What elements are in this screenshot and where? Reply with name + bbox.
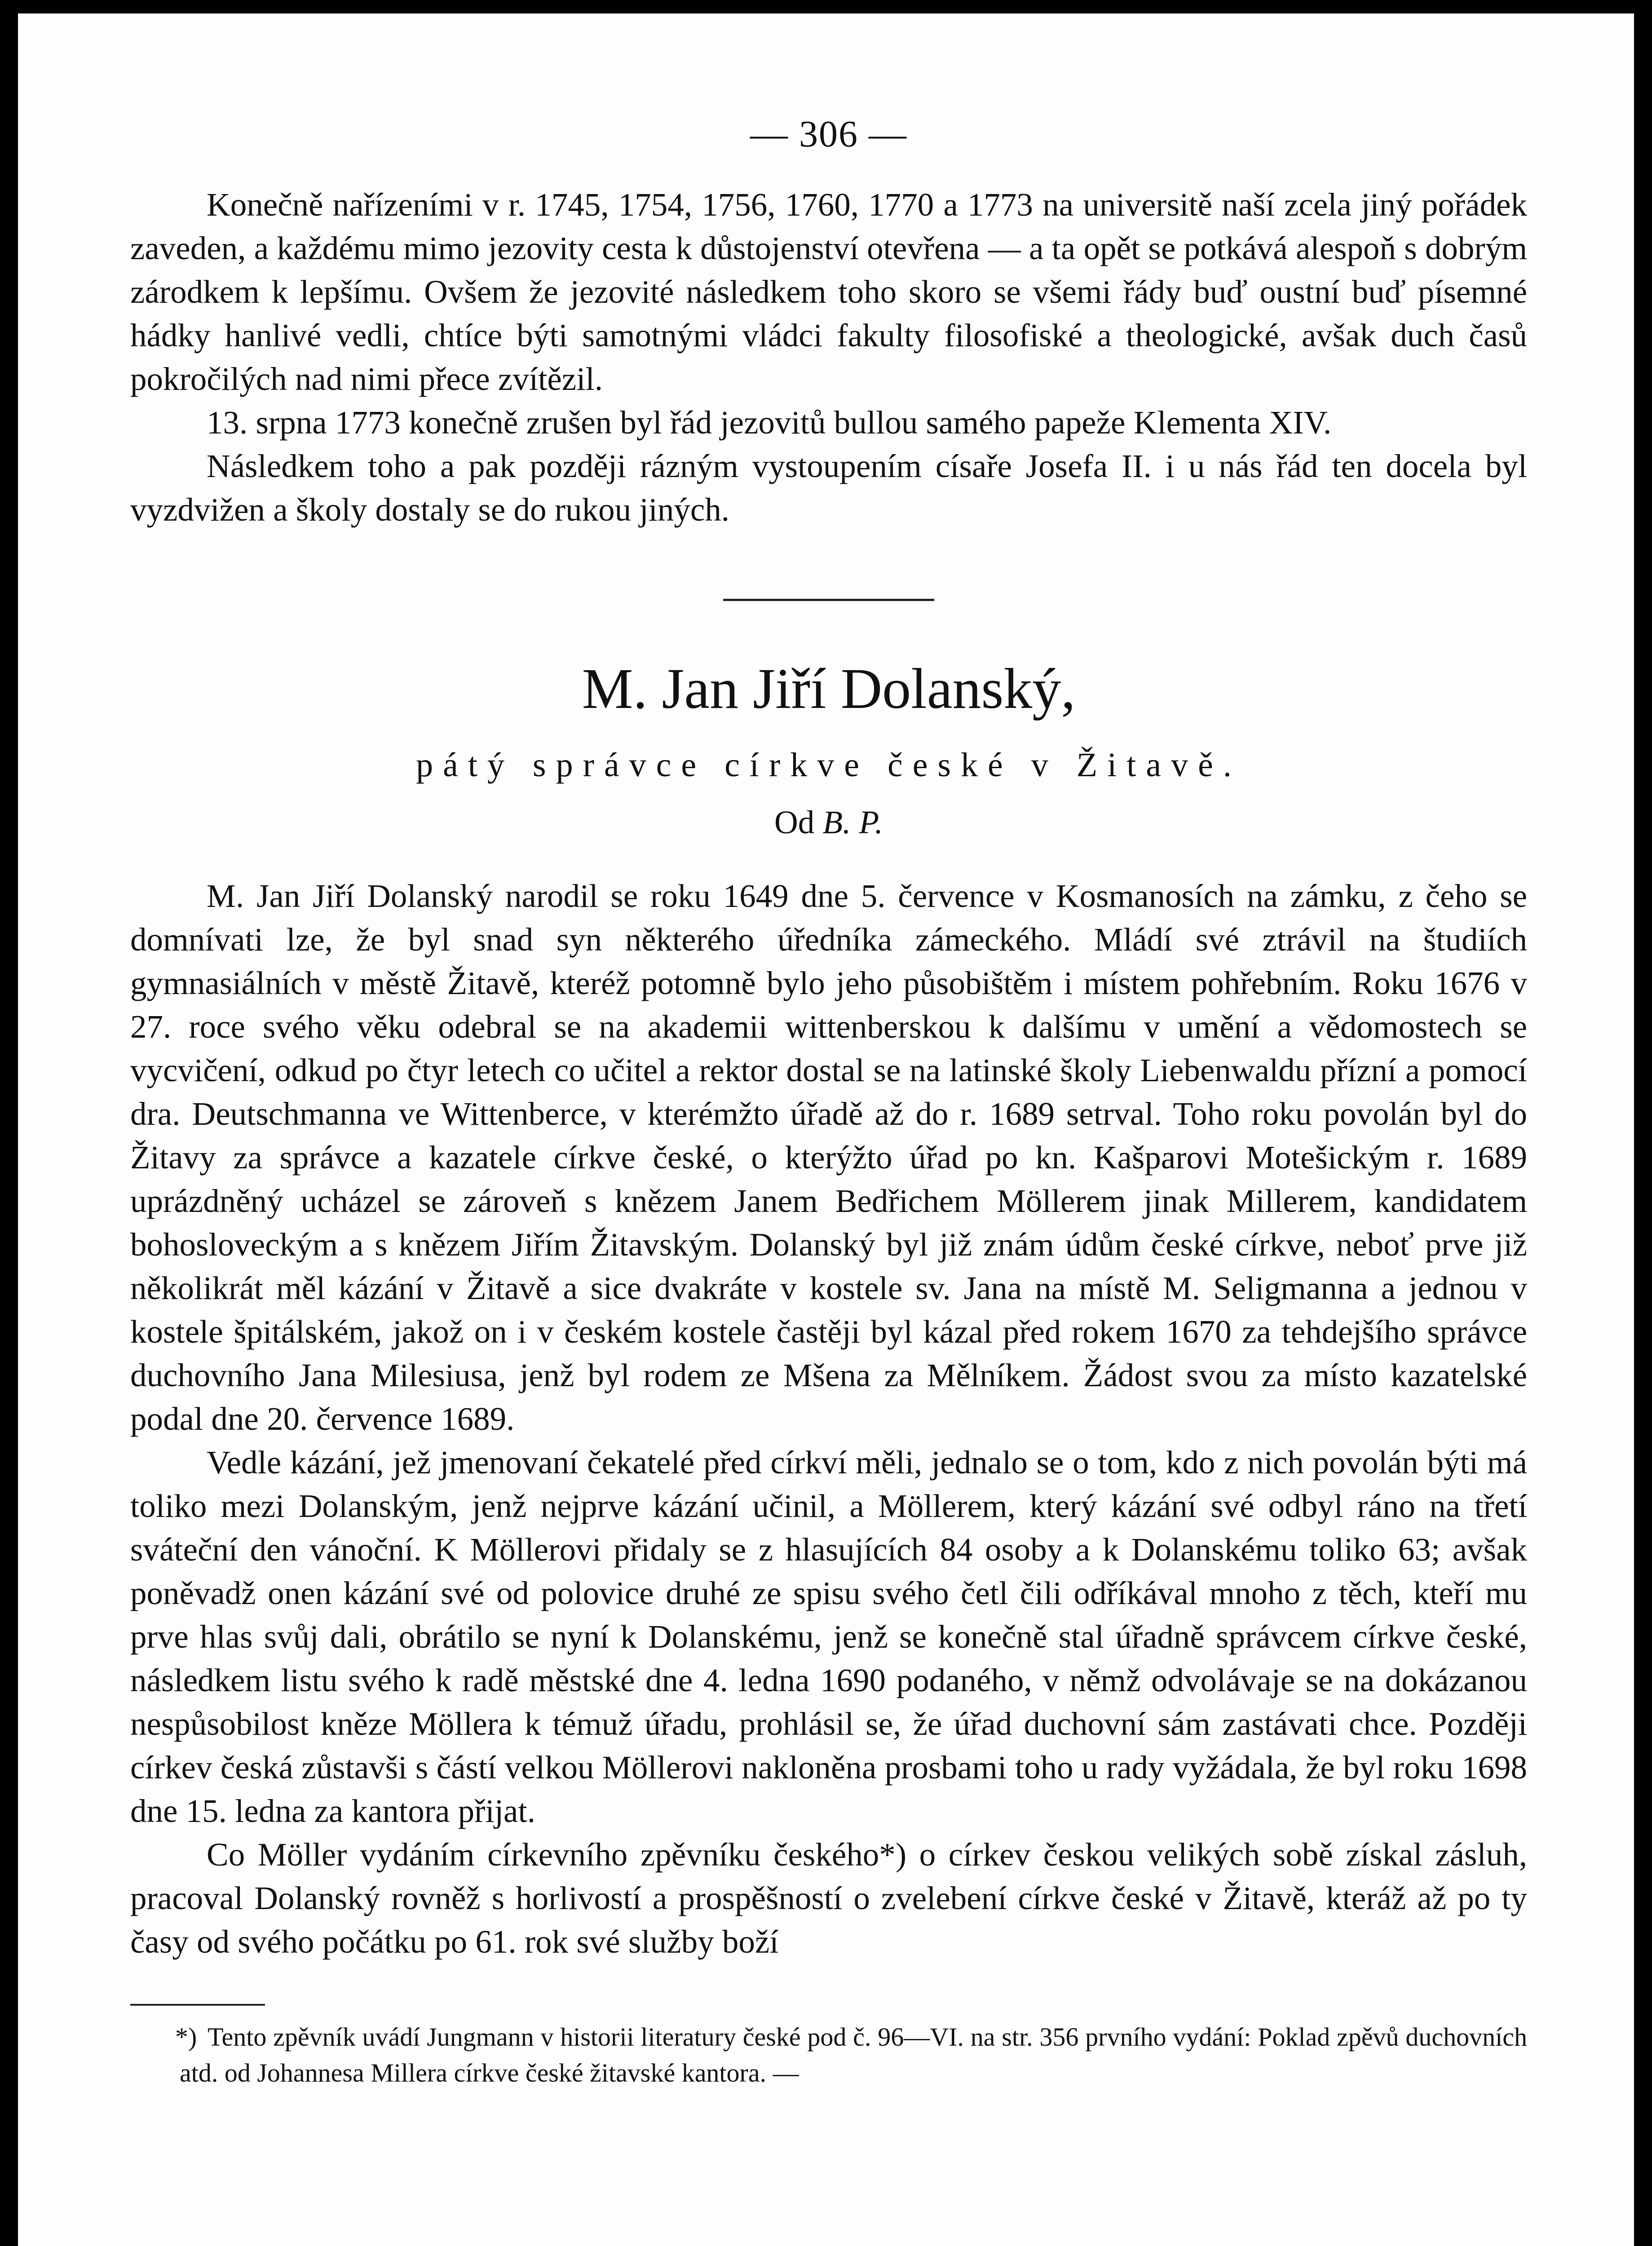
paragraph-jesuit-abolition: 13. srpna 1773 konečně zrušen byl řád jezovitů bullou samého papeže Klementa XIV. <box>207 404 1332 441</box>
footnote-mark: *) <box>175 2022 197 2051</box>
byline-author: B. P. <box>822 804 883 840</box>
page-content <box>130 112 1527 2091</box>
byline-prefix: Od <box>774 804 815 840</box>
footnote-text: Tento zpěvník uvádí Jungmann v historii literatury české pod č. 96—VI. na str. 356 prvního vydání: Poklad zpěvů duchovních atd. od Johannesa Millera církve české žitavské kantora. — <box>180 2022 1527 2087</box>
paragraph-hymnal: Co Möller vydáním církevního zpěvníku českého*) o církev českou velikých sobě získal zásluh, pracoval Dolanský rovněž s horlivostí a prospěšností o zvelebení církve české v Žitavě, kteráž až po ty časy od svého počátku po 61. rok své služby boží <box>130 1836 1527 1960</box>
paragraph-biography: M. Jan Jiří Dolanský narodil se roku 1649 dne 5. července v Kosmanosích na zámku, z čeho se domnívati lze, že byl snad syn některého úředníka zámeckého. Mládí své ztrávil na študiích gymnasiálních v městě Žitavě, kteréž potomně bylo jeho působištěm i místem pohřebním. Roku 1676 v 27. roce svého věku odebral se na akademii wittenberskou k dalšímu v umění a vědomostech se vycvičení, odkud po čtyr letech co učitel a rektor dostal se na latinské školy Liebenwaldu přízní a pomocí dra. Deutschmanna ve Wittenberce, v kterémžto úřadě až do r. 1689 setrval. Toho roku povolán byl do Žitavy za správce a kazatele církve české, o kterýžto úřad po kn. Kašparovi Motešickým r. 1689 uprázdněný ucházel se zároveň s knězem Janem Bedřichem Möllerem jinak Millerem, kandidatem bohosloveckým a s knězem Jiřím Žitavským. Dolanský byl již znám údům české církve, neboť prve již několikrát měl kázání v Žitavě a sice dvakráte v kostele sv. Jana na místě M. Seligmanna a jednou v kostele špitálském, jakož on i v českém kostele častěji byl kázal před rokem 1670 za tehdejšího správce duchovního Jana Milesiusa, jenž byl rodem ze Mšena za Mělníkem. Žádost svou za místo kazatelské podal dne 20. července 1689. <box>130 878 1527 1437</box>
article-subtitle: pátý správce církve české v Žitavě. <box>416 746 1241 784</box>
footnote <box>130 2019 1527 2091</box>
paragraph-josef-ii: Následkem toho a pak později rázným vystoupením císaře Josefa II. i u nás řád ten docela byl vyzdvižen a školy dostaly se do rukou jiných. <box>130 448 1527 528</box>
section-divider <box>723 599 934 601</box>
book-page <box>18 13 1634 2246</box>
footnote-divider <box>130 2004 265 2006</box>
paragraph-universities: Konečně nařízeními v r. 1745, 1754, 1756, 1760, 1770 a 1773 na universitě naší zcela jiný pořádek zaveden, a každému mimo jezovity cesta k důstojenství otevřena — a ta opět se potkává alespoň s dobrým zárodkem k lepšímu. Ovšem že jezovité následkem toho skoro se všemi řády buď oustní buď písemné hádky hanlivé vedli, chtíce býti samotnými vládci fakulty filosofiské a theologické, avšak duch časů pokročilých nad nimi přece zvítězil. <box>130 186 1527 397</box>
paragraph-election: Vedle kázání, jež jmenovaní čekatelé před církví měli, jednalo se o tom, kdo z nich povolán býti má toliko mezi Dolanským, jenž nejprve kázání učinil, a Möllerem, který kázání své odbyl ráno na třetí sváteční den vánoční. K Möllerovi přidaly se z hlasujících 84 osoby a k Dolanskému toliko 63; avšak poněvadž onen kázání své od polovice druhé ze spisu svého četl čili odříkával mnoho z těch, kteří mu prve hlas svůj dali, obrátilo se nyní k Dolanskému, jenž se konečně stal úřadně správcem církve české, následkem listu svého k radě městské dne 4. ledna 1690 podaného, v němž odvolávaje se na dokázanou nespůsobilost kněze Möllera k témuž úřadu, prohlásil se, že úřad duchovní sám zastávati chce. Později církev česká zůstavši s částí velkou Möllerovi nakloněna prosbami toho u rady vyžádala, že byl roku 1698 dne 15. ledna za kantora přijat. <box>130 1444 1527 1829</box>
article-title: M. Jan Jiří Dolanský, <box>582 657 1076 721</box>
article-byline <box>130 798 1527 847</box>
page-number: — 306 — <box>750 113 907 155</box>
